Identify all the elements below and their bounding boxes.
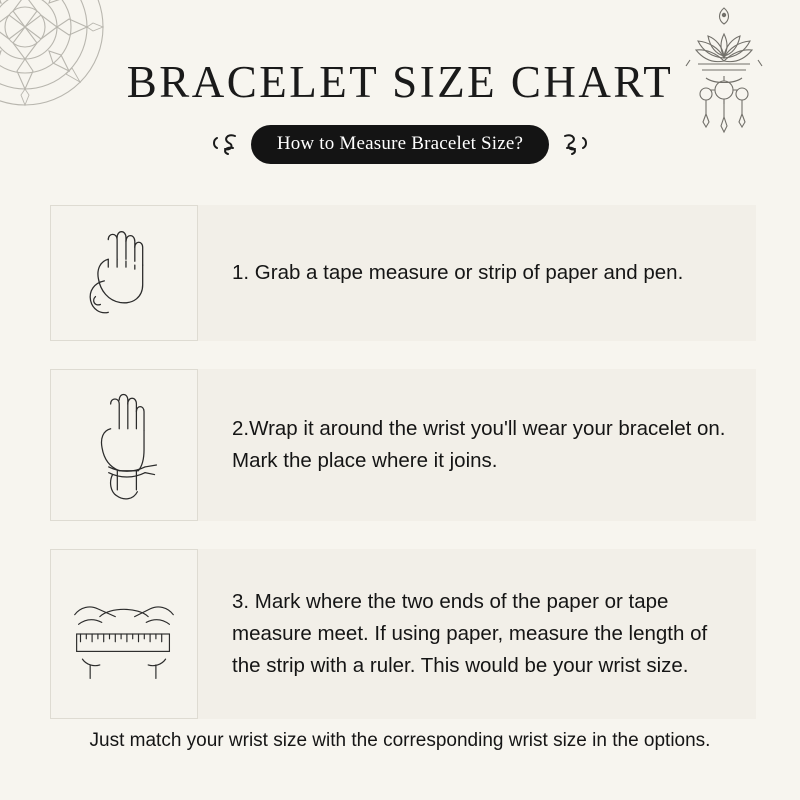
subtitle-pill: How to Measure Bracelet Size?: [251, 125, 549, 164]
steps-list: [50, 205, 756, 747]
flourish-left-icon: [209, 132, 239, 158]
step-text: 1. Grab a tape measure or strip of paper and pen.: [232, 261, 684, 285]
flourish-right-icon: [561, 132, 591, 158]
list-item: [50, 369, 756, 521]
list-item: [50, 549, 756, 719]
hand-with-tape-measure-illustration: [50, 205, 198, 341]
step-text: 2.Wrap it around the wrist you'll wear your bracelet on. Mark the place where it joins.: [232, 417, 726, 472]
list-item: [50, 205, 756, 341]
subtitle-row: [0, 125, 800, 164]
hands-measuring-paper-strip-with-ruler-illustration: [50, 549, 198, 719]
page-title: BRACELET SIZE CHART: [126, 57, 674, 107]
step-text: 3. Mark where the two ends of the paper or tape measure meet. If using paper, measure the length of the strip with a ruler. This would be your wrist size.: [232, 590, 708, 677]
footer-note: Just match your wrist size with the corresponding wrist size in the options.: [89, 730, 711, 751]
hand-wrapping-tape-around-wrist-illustration: [50, 369, 198, 521]
